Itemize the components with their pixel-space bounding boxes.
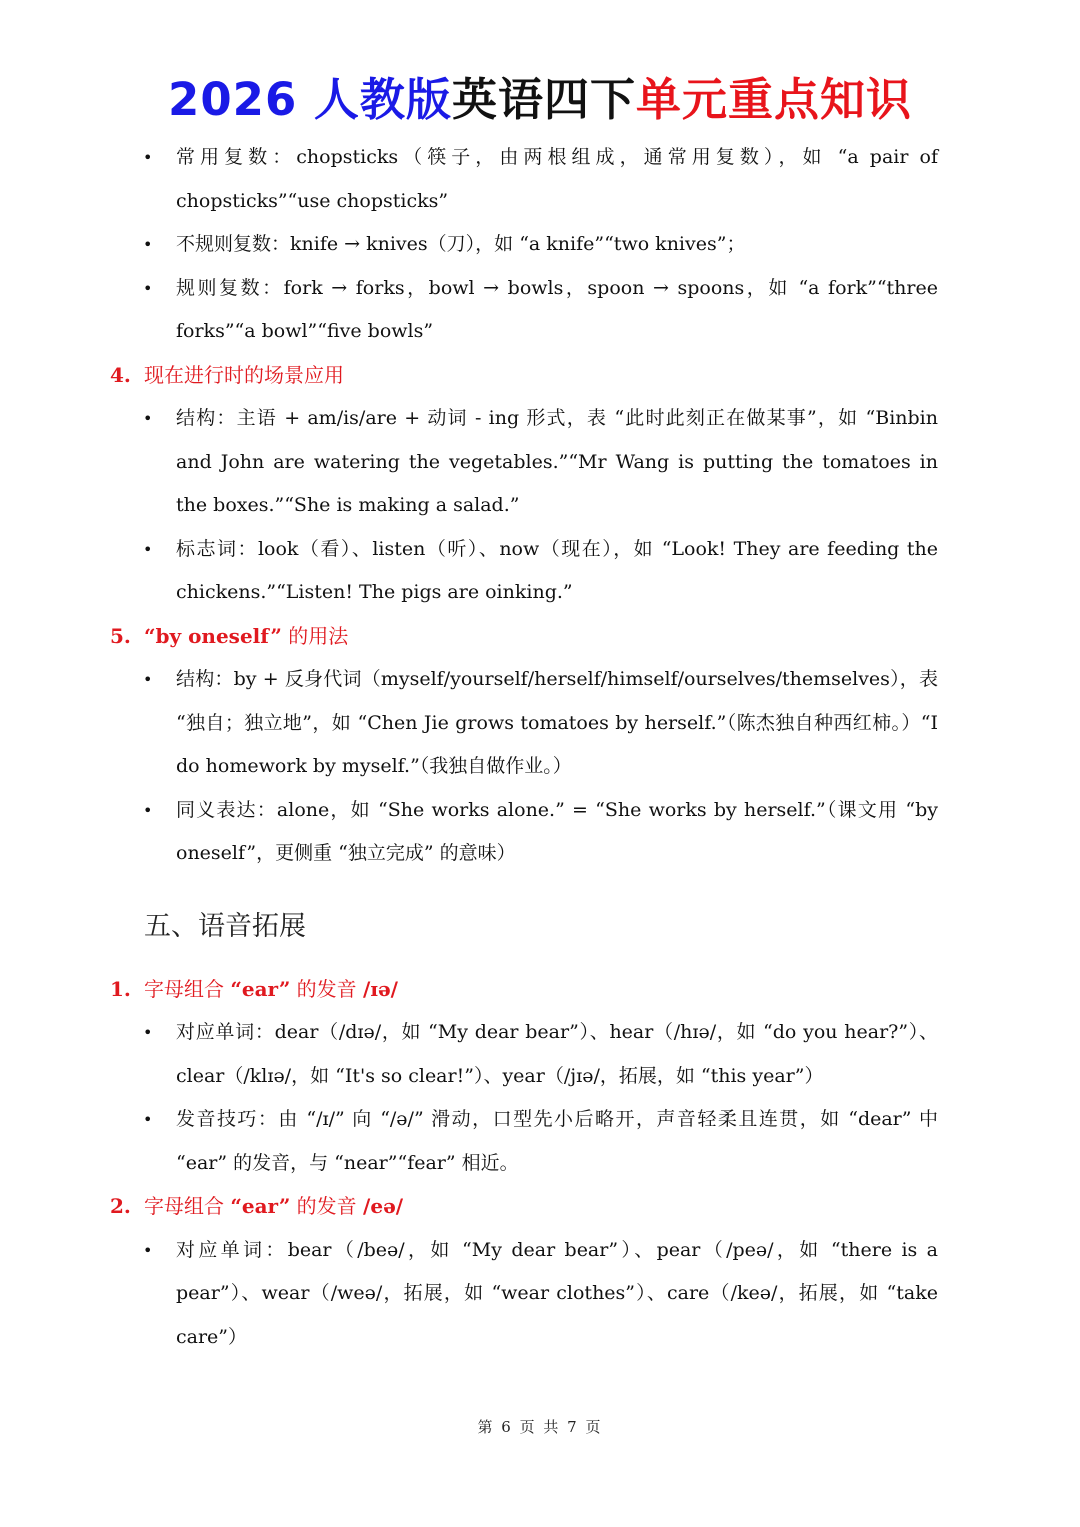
document-body	[0, 136, 1080, 1359]
list-item: • 不规则复数：knife → knives（刀），如 “a knife”“two knives”；	[176, 223, 938, 267]
bullet-icon: •	[143, 1023, 153, 1042]
bullet-icon: •	[143, 409, 153, 428]
list-item: • 标志词：look（看）、listen（听）、now（现在），如 “Look! They are feeding the chickens.”“Listen! The pigs are oinking.”	[176, 528, 938, 615]
bullet-icon: •	[143, 539, 153, 559]
bullet-icon: •	[143, 148, 153, 167]
list-item: • 规则复数：fork → forks，bowl → bowls，spoon → spoons，如 “a fork”“three forks”“a bowl”“five bowls”	[176, 267, 938, 354]
section-heading-by-oneself: 5. “by oneself” 的用法	[110, 623, 349, 648]
bullet-icon: •	[143, 235, 153, 254]
list-item: • 同义表达：alone，如 “She works alone.” = “She works by herself.”（课文用 “by oneself”，更侧重 “独立完成” 的意味）	[176, 789, 938, 876]
title-part-subject: 英语四下	[451, 73, 636, 126]
bullet-icon: •	[143, 278, 153, 298]
page-title	[0, 70, 1080, 130]
section-heading-ear-ia: 1. 字母组合 “ear” 的发音 /ɪə/	[110, 976, 398, 1001]
list-item: • 对应单词：dear（/dɪə/，如 “My dear bear”）、hear（/hɪə/，如 “do you hear?”）、clear（/klɪə/，如 “It's so clear!”）、year（/jɪə/，拓展，如 “this year”）	[176, 1011, 938, 1098]
title-part-year: 2026 人教版	[168, 73, 452, 126]
bullet-icon: •	[143, 1240, 153, 1260]
list-item: • 常用复数：chopsticks（筷子，由两根组成，通常用复数），如 “a pair of chopsticks”“use chopsticks”	[176, 136, 938, 223]
part-heading-phonics: 五、语音拓展	[144, 910, 306, 942]
bullet-icon: •	[143, 800, 153, 820]
list-item: • 对应单词：bear（/beə/，如 “My dear bear”）、pear（/peə/，如 “there is a pear”）、wear（/weə/，拓展，如 “wear clothes”）、care（/keə/，拓展，如 “take care”）	[176, 1229, 938, 1360]
list-item: • 结构：主语 + am/is/are + 动词 - ing 形式，表 “此时此刻正在做某事”，如 “Binbin and John are watering the vegetables.”“Mr Wang is putting the tomatoes in the boxes.”“She is making a salad.”	[176, 397, 938, 528]
section-heading-present-continuous: 4. 现在进行时的场景应用	[110, 362, 344, 387]
list-item: • 结构：by + 反身代词（myself/yourself/herself/himself/ourselves/themselves），表 “独自；独立地”，如 “Chen Jie grows tomatoes by herself.”（陈杰独自种西红柿。）“I do homework by myself.”（我独自做作业。）	[176, 658, 938, 789]
bullet-icon: •	[143, 670, 153, 689]
page-footer: 第 6 页 共 7 页	[477, 1418, 603, 1436]
list-item: • 发音技巧：由 “/ɪ/” 向 “/ə/” 滑动，口型先小后略开，声音轻柔且连贯，如 “dear” 中 “ear” 的发音，与 “near”“fear” 相近。	[176, 1098, 938, 1185]
title-part-topic: 单元重点知识	[635, 73, 912, 126]
bullet-icon: •	[143, 1110, 153, 1129]
section-heading-ear-ea: 2. 字母组合 “ear” 的发音 /eə/	[110, 1194, 404, 1218]
